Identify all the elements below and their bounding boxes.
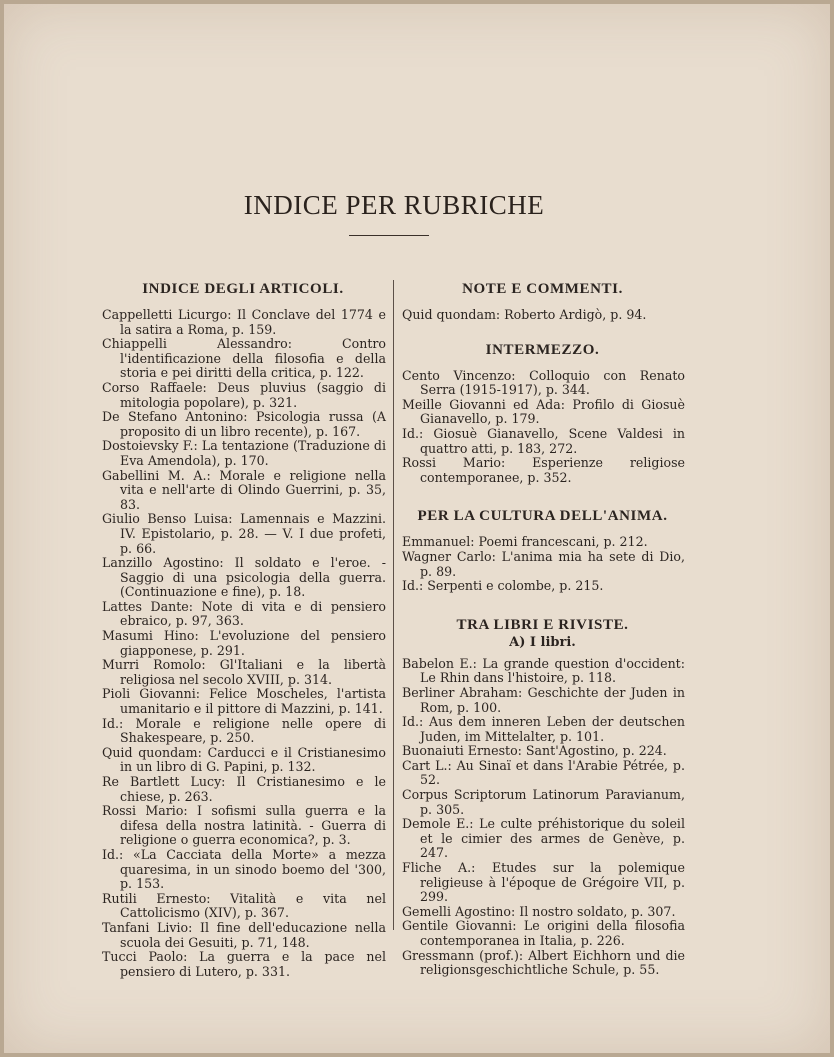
articolo-entry: Lattes Dante: Note di vita e di pensiero ebraico, p. 97, 363.: [102, 598, 386, 629]
articolo-entry: De Stefano Antonino: Psicologia russa (A proposito di un libro recente), p. 167.: [102, 409, 386, 439]
articolo-entry: Tucci Paolo: La guerra e la pace nel pensiero di Lutero, p. 331.: [102, 949, 386, 979]
libro-entry: Babelon E.: La grande question d'occident: Le Rhin dans l'histoire, p. 118.: [402, 655, 685, 686]
libro-entry: Fliche A.: Etudes sur la polemique religieuse à l'époque de Grégoire VII, p. 299.: [402, 860, 685, 905]
articolo-entry: Chiappelli Alessandro: Contro l'identificazione della filosofia e della storia e pei diritti della critica, p. 122.: [102, 336, 386, 381]
intermezzo-entry: Meille Giovanni ed Ada: Profilo di Giosuè Gianavello, p. 179.: [402, 396, 685, 427]
intermezzo-entry: Id.: Giosuè Gianavello, Scene Valdesi in quattro atti, p. 183, 272.: [402, 425, 685, 456]
libro-entry: Buonaiuti Ernesto: Sant'Agostino, p. 224.: [402, 743, 667, 759]
articolo-entry: Pioli Giovanni: Felice Moscheles, l'artista umanitario e il pittore di Mazzini, p. 141.: [102, 686, 386, 717]
section-subheading-libri: A) I libri.: [509, 634, 576, 650]
section-heading-libri: TRA LIBRI E RIVISTE.: [456, 616, 629, 633]
articolo-entry: Giulio Benso Luisa: Lamennais e Mazzini. IV. Epistolario, p. 28. — V. I due profeti, p. 66.: [102, 511, 386, 556]
page-title: INDICE PER RUBRICHE: [243, 190, 545, 220]
libro-entry: Demole E.: Le culte préhistorique du soleil et le cimier des armes de Genève, p. 247.: [402, 816, 685, 861]
libro-entry: Cart L.: Au Sinaï et dans l'Arabie Pétrée, p. 52.: [402, 757, 685, 788]
articolo-entry: Masumi Hino: L'evoluzione del pensiero giapponese, p. 291.: [102, 628, 386, 658]
intermezzo-list: [400, 369, 685, 486]
libro-entry: Berliner Abraham: Geschichte der Juden in Rom, p. 100.: [402, 684, 685, 715]
intermezzo-entry: Cento Vincenzo: Colloquio con Renato Serra (1915-1917), p. 344.: [402, 367, 685, 398]
articolo-entry: Murri Romolo: Gl'Italiani e la libertà religiosa nel secolo XVIII, p. 314.: [102, 657, 386, 687]
cultura-list: [400, 535, 685, 593]
articolo-entry: Gabellini M. A.: Morale e religione nella vita e nell'arte di Olindo Guerrini, p. 35, 83.: [102, 467, 386, 512]
section-heading-intermezzo: INTERMEZZO.: [485, 341, 600, 358]
articoli-list: [100, 308, 386, 979]
right-column: [400, 280, 685, 978]
articolo-entry: Id.: Morale e religione nelle opere di Shakespeare, p. 250.: [102, 715, 386, 746]
libro-entry: Gressmann (prof.): Albert Eichhorn und die religionsgeschichtliche Schule, p. 55.: [402, 947, 685, 978]
section-heading-note: NOTE E COMMENTI.: [462, 281, 623, 297]
articolo-entry: Corso Raffaele: Deus pluvius (saggio di mitologia popolare), p. 321.: [102, 379, 386, 410]
column-divider: [393, 280, 394, 930]
articolo-entry: Id.: «La Cacciata della Morte» a mezza quaresima, in un sinodo boemo del '300, p. 153.: [102, 846, 386, 892]
libro-entry: Corpus Scriptorum Latinorum Paravianum, p. 305.: [402, 787, 685, 817]
articolo-entry: Rutili Ernesto: Vitalità e vita nel Cattolicismo (XIV), p. 367.: [102, 890, 386, 921]
articolo-entry: Quid quondam: Carducci e il Cristianesimo in un libro di G. Papini, p. 132.: [102, 744, 386, 775]
cultura-entry: Emmanuel: Poemi francescani, p. 212.: [402, 534, 648, 550]
articolo-entry: Rossi Mario: I sofismi sulla guerra e la difesa della nostra latinità. - Guerra di religione o guerra economica?, p. 3.: [102, 803, 386, 848]
libro-entry: Id.: Aus dem inneren Leben der deutschen Juden, im Mittelalter, p. 101.: [402, 714, 685, 744]
cultura-entry: Id.: Serpenti e colombe, p. 215.: [402, 578, 604, 594]
section-heading-articoli: INDICE DEGLI ARTICOLI.: [142, 281, 344, 297]
section-heading-cultura: PER LA CULTURA DELL'ANIMA.: [417, 508, 668, 525]
note-list: [400, 308, 685, 323]
libri-list: [400, 657, 685, 978]
intermezzo-entry: Rossi Mario: Esperienze religiose contemporanee, p. 352.: [402, 455, 685, 485]
title-rule: [349, 235, 429, 236]
libro-entry: Gentile Giovanni: Le origini della filosofia contemporanea in Italia, p. 226.: [402, 918, 685, 948]
page: [4, 4, 830, 1053]
libro-entry: Gemelli Agostino: Il nostro soldato, p. 307.: [402, 903, 676, 919]
articolo-entry: Cappelletti Licurgo: Il Conclave del 1774 e la satira a Roma, p. 159.: [102, 307, 386, 337]
nota-entry: Quid quondam: Roberto Ardigò, p. 94.: [402, 307, 647, 322]
left-column: [100, 280, 386, 979]
cultura-entry: Wagner Carlo: L'anima mia ha sete di Dio, p. 89.: [402, 548, 685, 579]
articolo-entry: Lanzillo Agostino: Il soldato e l'eroe. - Saggio di una psicologia della guerra. (Continuazione e fine), p. 18.: [102, 555, 386, 600]
articolo-entry: Dostoievsky F.: La tentazione (Traduzione di Eva Amendola), p. 170.: [102, 438, 386, 468]
articolo-entry: Re Bartlett Lucy: Il Cristianesimo e le chiese, p. 263.: [102, 774, 386, 804]
articolo-entry: Tanfani Livio: Il fine dell'educazione nella scuola dei Gesuiti, p. 71, 148.: [102, 919, 386, 950]
